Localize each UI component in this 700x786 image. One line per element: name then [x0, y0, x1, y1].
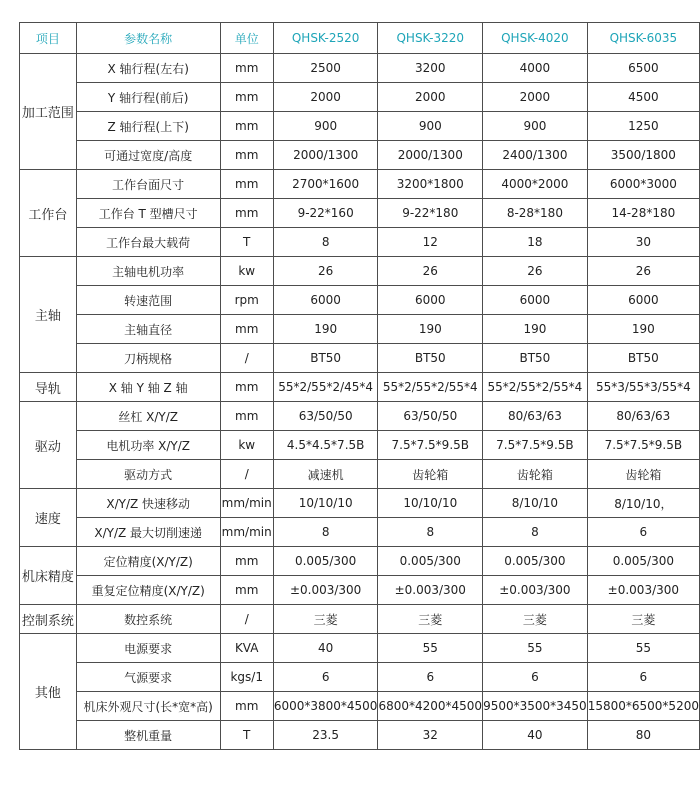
value-cell: 190: [483, 315, 588, 344]
param-name: 电源要求: [76, 634, 220, 663]
value-cell: 6: [273, 663, 378, 692]
unit-cell: /: [220, 344, 273, 373]
unit-cell: /: [220, 605, 273, 634]
unit-cell: mm: [220, 402, 273, 431]
value-cell: 10/10/10: [273, 489, 378, 518]
value-cell: 8-28*180: [483, 199, 588, 228]
unit-cell: kw: [220, 431, 273, 460]
value-cell: 2000/1300: [378, 141, 483, 170]
value-cell: 63/50/50: [378, 402, 483, 431]
table-row: [20, 344, 700, 373]
value-cell: 7.5*7.5*9.5B: [587, 431, 699, 460]
value-cell: 6000*3800*4500: [273, 692, 378, 721]
value-cell: 三菱: [378, 605, 483, 634]
value-cell: 1250: [587, 112, 699, 141]
value-cell: 2500: [273, 54, 378, 83]
spec-table: [19, 22, 700, 750]
group-label: 控制系统: [20, 605, 77, 634]
value-cell: 齿轮箱: [378, 460, 483, 489]
param-name: 定位精度(X/Y/Z): [76, 547, 220, 576]
unit-cell: kgs/1: [220, 663, 273, 692]
table-row: [20, 605, 700, 634]
value-cell: 40: [483, 721, 588, 750]
header-category: 项目: [20, 23, 77, 54]
unit-cell: mm: [220, 199, 273, 228]
param-name: 气源要求: [76, 663, 220, 692]
value-cell: 三菱: [587, 605, 699, 634]
table-row: [20, 141, 700, 170]
unit-cell: mm: [220, 170, 273, 199]
value-cell: 3500/1800: [587, 141, 699, 170]
param-name: 工作台面尺寸: [76, 170, 220, 199]
value-cell: 齿轮箱: [587, 460, 699, 489]
table-row: [20, 315, 700, 344]
value-cell: 190: [273, 315, 378, 344]
value-cell: 55: [587, 634, 699, 663]
unit-cell: T: [220, 228, 273, 257]
unit-cell: /: [220, 460, 273, 489]
table-row: [20, 286, 700, 315]
value-cell: 4.5*4.5*7.5B: [273, 431, 378, 460]
table-row: [20, 83, 700, 112]
table-row: [20, 460, 700, 489]
group-label: 速度: [20, 489, 77, 547]
value-cell: 6: [587, 518, 699, 547]
param-name: 主轴电机功率: [76, 257, 220, 286]
unit-cell: mm: [220, 576, 273, 605]
value-cell: 6000*3000: [587, 170, 699, 199]
value-cell: 26: [273, 257, 378, 286]
value-cell: 30: [587, 228, 699, 257]
value-cell: 减速机: [273, 460, 378, 489]
value-cell: 7.5*7.5*9.5B: [378, 431, 483, 460]
value-cell: 32: [378, 721, 483, 750]
table-row: [20, 402, 700, 431]
param-name: 主轴直径: [76, 315, 220, 344]
value-cell: 2000/1300: [273, 141, 378, 170]
value-cell: 3200: [378, 54, 483, 83]
unit-cell: mm/min: [220, 518, 273, 547]
table-row: [20, 663, 700, 692]
param-name: 可通过宽度/高度: [76, 141, 220, 170]
unit-cell: mm: [220, 547, 273, 576]
value-cell: 6800*4200*4500: [378, 692, 483, 721]
value-cell: 190: [378, 315, 483, 344]
value-cell: 55*2/55*2/45*4: [273, 373, 378, 402]
value-cell: 14-28*180: [587, 199, 699, 228]
table-row: [20, 199, 700, 228]
value-cell: 8: [273, 518, 378, 547]
table-row: [20, 112, 700, 141]
group-label: 导轨: [20, 373, 77, 402]
value-cell: ±0.003/300: [378, 576, 483, 605]
table-row: [20, 228, 700, 257]
param-name: X 轴 Y 轴 Z 轴: [76, 373, 220, 402]
param-name: 工作台最大载荷: [76, 228, 220, 257]
unit-cell: KVA: [220, 634, 273, 663]
table-row: [20, 576, 700, 605]
group-label: 工作台: [20, 170, 77, 257]
group-label: 机床精度: [20, 547, 77, 605]
value-cell: 55*3/55*3/55*4: [587, 373, 699, 402]
value-cell: BT50: [587, 344, 699, 373]
param-name: 机床外观尺寸(长*宽*高): [76, 692, 220, 721]
value-cell: 55*2/55*2/55*4: [378, 373, 483, 402]
table-row: [20, 518, 700, 547]
value-cell: BT50: [378, 344, 483, 373]
header-param: 参数名称: [76, 23, 220, 54]
header-model-1: QHSK-2520: [273, 23, 378, 54]
value-cell: 55*2/55*2/55*4: [483, 373, 588, 402]
spec-body: [20, 54, 700, 750]
value-cell: ±0.003/300: [273, 576, 378, 605]
table-row: [20, 489, 700, 518]
value-cell: 3200*1800: [378, 170, 483, 199]
param-name: 丝杠 X/Y/Z: [76, 402, 220, 431]
value-cell: 0.005/300: [378, 547, 483, 576]
header-model-3: QHSK-4020: [483, 23, 588, 54]
value-cell: 63/50/50: [273, 402, 378, 431]
group-label: 其他: [20, 634, 77, 750]
value-cell: 6: [587, 663, 699, 692]
value-cell: 4500: [587, 83, 699, 112]
unit-cell: mm: [220, 373, 273, 402]
param-name: 整机重量: [76, 721, 220, 750]
param-name: X/Y/Z 快速移动: [76, 489, 220, 518]
value-cell: 900: [378, 112, 483, 141]
table-row: [20, 373, 700, 402]
value-cell: 80/63/63: [483, 402, 588, 431]
value-cell: 26: [587, 257, 699, 286]
param-name: 电机功率 X/Y/Z: [76, 431, 220, 460]
table-row: [20, 721, 700, 750]
value-cell: 2000: [378, 83, 483, 112]
value-cell: 15800*6500*5200: [587, 692, 699, 721]
value-cell: 18: [483, 228, 588, 257]
value-cell: 40: [273, 634, 378, 663]
value-cell: 8: [483, 518, 588, 547]
param-name: 工作台 T 型槽尺寸: [76, 199, 220, 228]
param-name: 驱动方式: [76, 460, 220, 489]
unit-cell: rpm: [220, 286, 273, 315]
table-row: [20, 170, 700, 199]
value-cell: 900: [483, 112, 588, 141]
param-name: 重复定位精度(X/Y/Z): [76, 576, 220, 605]
value-cell: 8/10/10，: [587, 489, 699, 518]
table-row: [20, 431, 700, 460]
value-cell: 80: [587, 721, 699, 750]
value-cell: 10/10/10: [378, 489, 483, 518]
header-model-2: QHSK-3220: [378, 23, 483, 54]
unit-cell: mm: [220, 692, 273, 721]
value-cell: 190: [587, 315, 699, 344]
value-cell: ±0.003/300: [587, 576, 699, 605]
value-cell: 2400/1300: [483, 141, 588, 170]
value-cell: 6000: [378, 286, 483, 315]
value-cell: 23.5: [273, 721, 378, 750]
value-cell: 8: [273, 228, 378, 257]
param-name: 数控系统: [76, 605, 220, 634]
unit-cell: kw: [220, 257, 273, 286]
value-cell: 55: [378, 634, 483, 663]
value-cell: 0.005/300: [587, 547, 699, 576]
value-cell: 80/63/63: [587, 402, 699, 431]
value-cell: BT50: [273, 344, 378, 373]
value-cell: 7.5*7.5*9.5B: [483, 431, 588, 460]
header-row: [20, 23, 700, 54]
group-label: 加工范围: [20, 54, 77, 170]
value-cell: 26: [483, 257, 588, 286]
param-name: 转速范围: [76, 286, 220, 315]
unit-cell: mm: [220, 83, 273, 112]
value-cell: 2700*1600: [273, 170, 378, 199]
value-cell: 4000*2000: [483, 170, 588, 199]
table-row: [20, 692, 700, 721]
unit-cell: mm/min: [220, 489, 273, 518]
unit-cell: mm: [220, 315, 273, 344]
value-cell: 55: [483, 634, 588, 663]
unit-cell: mm: [220, 54, 273, 83]
table-row: [20, 257, 700, 286]
value-cell: 6500: [587, 54, 699, 83]
unit-cell: mm: [220, 141, 273, 170]
value-cell: 三菱: [483, 605, 588, 634]
unit-cell: T: [220, 721, 273, 750]
value-cell: 0.005/300: [273, 547, 378, 576]
value-cell: 8/10/10: [483, 489, 588, 518]
value-cell: BT50: [483, 344, 588, 373]
header-unit: 单位: [220, 23, 273, 54]
param-name: 刀柄规格: [76, 344, 220, 373]
param-name: X 轴行程(左右): [76, 54, 220, 83]
value-cell: 2000: [273, 83, 378, 112]
value-cell: 9500*3500*3450: [483, 692, 588, 721]
value-cell: 6000: [587, 286, 699, 315]
value-cell: 6: [483, 663, 588, 692]
value-cell: 9-22*160: [273, 199, 378, 228]
value-cell: ±0.003/300: [483, 576, 588, 605]
value-cell: 12: [378, 228, 483, 257]
table-row: [20, 547, 700, 576]
value-cell: 0.005/300: [483, 547, 588, 576]
value-cell: 三菱: [273, 605, 378, 634]
value-cell: 8: [378, 518, 483, 547]
value-cell: 26: [378, 257, 483, 286]
value-cell: 900: [273, 112, 378, 141]
table-row: [20, 54, 700, 83]
unit-cell: mm: [220, 112, 273, 141]
value-cell: 齿轮箱: [483, 460, 588, 489]
table-row: [20, 634, 700, 663]
param-name: Y 轴行程(前后): [76, 83, 220, 112]
value-cell: 2000: [483, 83, 588, 112]
group-label: 主轴: [20, 257, 77, 373]
group-label: 驱动: [20, 402, 77, 489]
param-name: Z 轴行程(上下): [76, 112, 220, 141]
value-cell: 4000: [483, 54, 588, 83]
value-cell: 9-22*180: [378, 199, 483, 228]
param-name: X/Y/Z 最大切削速递: [76, 518, 220, 547]
value-cell: 6000: [273, 286, 378, 315]
value-cell: 6: [378, 663, 483, 692]
header-model-4: QHSK-6035: [587, 23, 699, 54]
value-cell: 6000: [483, 286, 588, 315]
